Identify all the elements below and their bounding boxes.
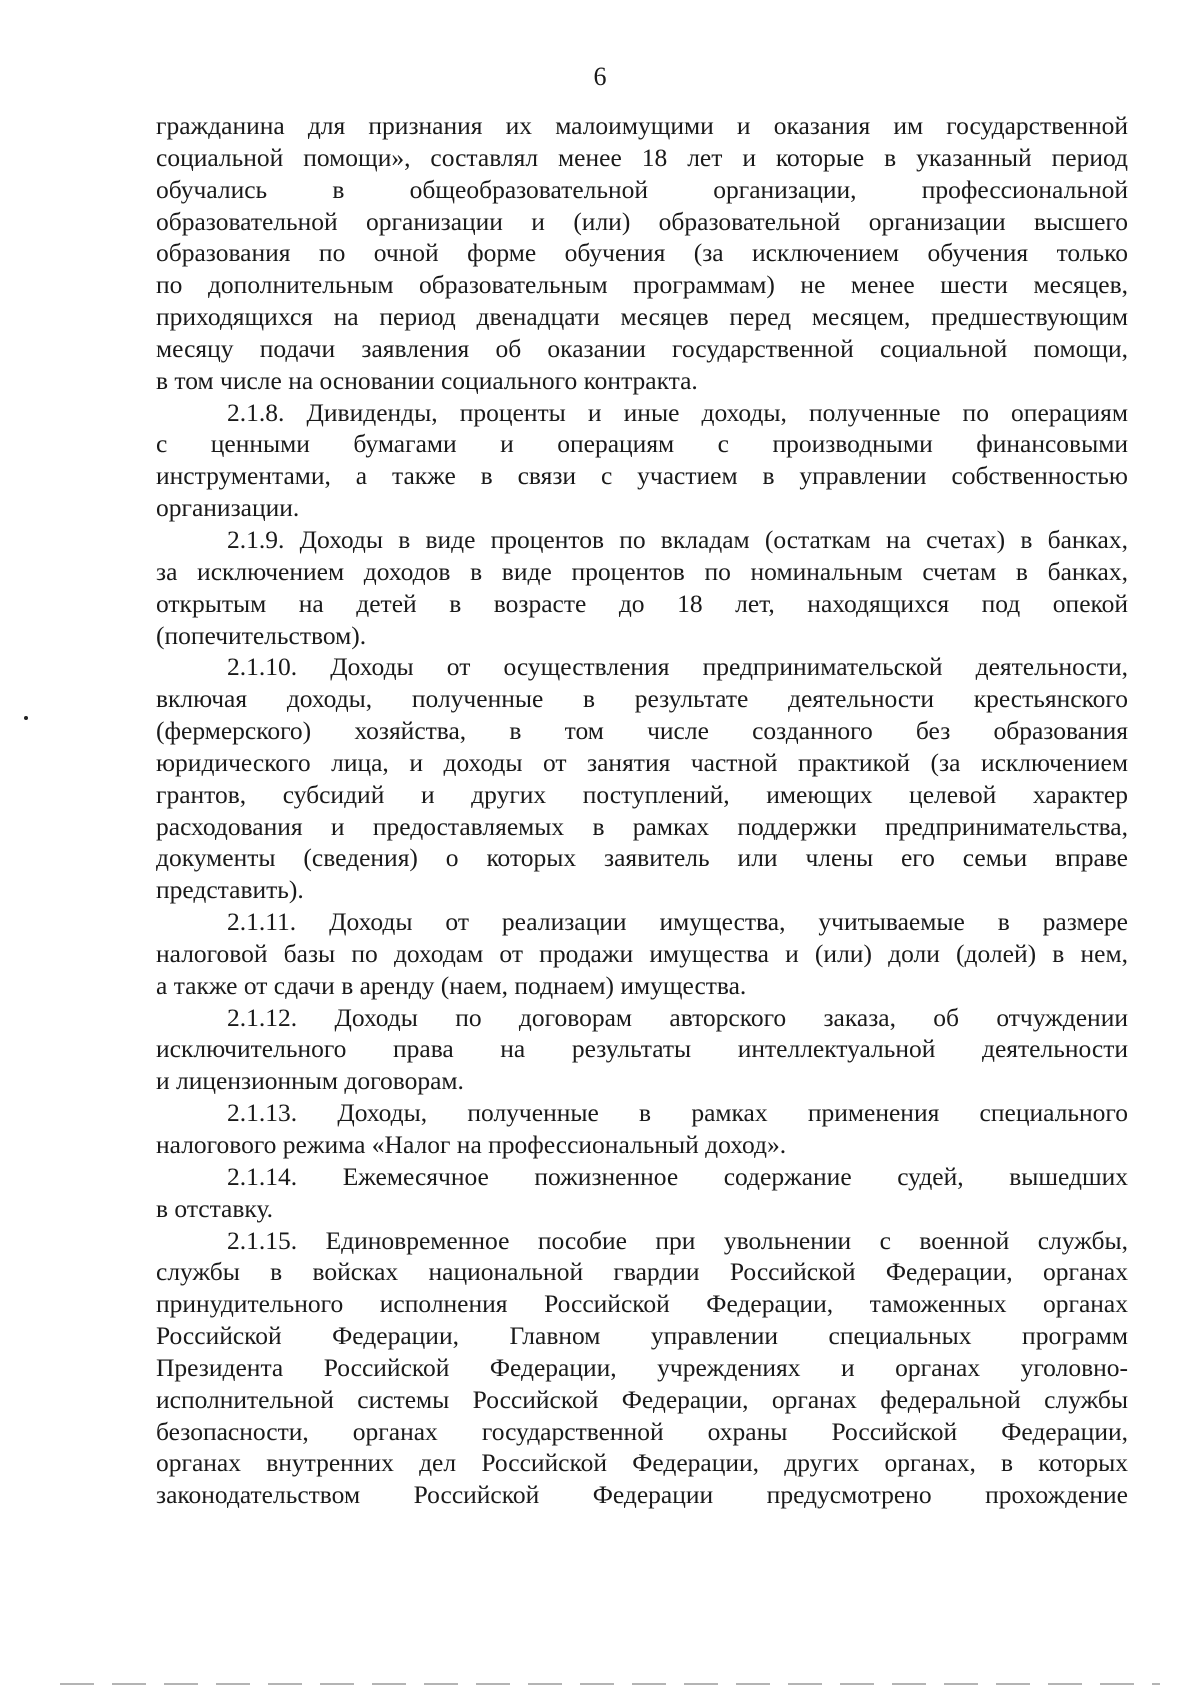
text-line: инструментами, а также в связи с участием в управлении собственностью [156, 461, 1128, 491]
text-line: налогового режима «Налог на профессиональный доход». [156, 1130, 787, 1159]
text-line: и лицензионным договорам. [156, 1066, 464, 1096]
text-line: месяцу подачи заявления об оказании государственной социальной помощи, [156, 333, 1128, 363]
paragraph-first-line: 2.1.11. Доходы от реализации имущества, учитываемые в размере [227, 907, 1128, 937]
text-line: (попечительством). [156, 620, 367, 650]
text-line: Президента Российской Федерации, учреждениях и органах уголовно- [156, 1352, 1128, 1382]
text-line: юридического лица, и доходы от занятия частной практикой (за исключением [156, 747, 1128, 777]
text-line: принудительного исполнения Российской Федерации, таможенных органах [156, 1289, 1128, 1319]
text-line: исключительного права на результаты интеллектуальной деятельности [156, 1034, 1128, 1064]
scan-dot-mark [24, 716, 28, 720]
text-line: а также от сдачи в аренду (наем, поднаем) имущества. [156, 970, 747, 1000]
text-line: документы (сведения) о которых заявитель или члены его семьи вправе [156, 843, 1128, 873]
text-line: по дополнительным образовательным программам) не менее шести месяцев, [156, 270, 1128, 300]
paragraph-first-line: 2.1.13. Доходы, полученные в рамках применения специального [227, 1098, 1128, 1128]
text-line: организации. [156, 493, 300, 523]
paragraph-first-line: 2.1.9. Доходы в виде процентов по вкладам (остаткам на счетах) в банках, [227, 524, 1128, 554]
document-body [156, 110, 1128, 1511]
text-line: включая доходы, полученные в результате деятельности крестьянского [156, 684, 1128, 714]
paragraph-first-line: 2.1.14. Ежемесячное пожизненное содержание судей, вышедших [227, 1161, 1128, 1191]
text-line: исполнительной системы Российской Федерации, органах федеральной службы [156, 1384, 1128, 1414]
text-line: гражданина для признания их малоимущими и оказания им государственной [156, 111, 1128, 140]
text-line: открытым на детей в возрасте до 18 лет, находящихся под опекой [156, 588, 1128, 618]
text-line: службы в войсках национальной гвардии Российской Федерации, органах [156, 1257, 1128, 1287]
text-line: обучались в общеобразовательной организации, профессиональной [156, 174, 1128, 204]
text-line: безопасности, органах государственной охраны Российской Федерации, [156, 1416, 1128, 1446]
text-line: грантов, субсидий и других поступлений, имеющих целевой характер [156, 779, 1128, 809]
text-line: представить). [156, 875, 304, 905]
scan-bottom-edge [60, 1683, 1160, 1685]
page-number: 6 [593, 62, 607, 91]
text-line: приходящихся на период двенадцати месяцев перед месяцем, предшествующим [156, 302, 1128, 332]
paragraph-first-line: 2.1.8. Дивиденды, проценты и иные доходы, полученные по операциям [227, 397, 1128, 427]
text-line: Российской Федерации, Главном управлении специальных программ [156, 1321, 1128, 1351]
text-line: (фермерского) хозяйства, в том числе созданного без образования [156, 716, 1128, 746]
paragraph-first-line: 2.1.12. Доходы по договорам авторского заказа, об отчуждении [227, 1002, 1128, 1032]
text-line: в отставку. [156, 1193, 274, 1223]
text-line: органах внутренних дел Российской Федерации, других органах, в которых [156, 1448, 1128, 1478]
text-line: с ценными бумагами и операциям с производными финансовыми [156, 429, 1128, 459]
text-line: за исключением доходов в виде процентов по номинальным счетам в банках, [156, 556, 1128, 586]
text-line: социальной помощи», составлял менее 18 лет и которые в указанный период [156, 142, 1128, 172]
text-line: расходования и предоставляемых в рамках поддержки предпринимательства, [156, 811, 1128, 841]
text-line: в том числе на основании социального контракта. [156, 365, 698, 395]
paragraph-first-line: 2.1.10. Доходы от осуществления предпринимательской деятельности, [227, 652, 1128, 682]
paragraph-first-line: 2.1.15. Единовременное пособие при увольнении с военной службы, [227, 1225, 1128, 1255]
text-line: налоговой базы по доходам от продажи имущества и (или) доли (долей) в нем, [156, 938, 1128, 968]
text-line: законодательством Российской Федерации предусмотрено прохождение [156, 1480, 1128, 1510]
text-line: образовательной организации и (или) образовательной организации высшего [156, 206, 1128, 236]
text-line: образования по очной форме обучения (за исключением обучения только [156, 238, 1128, 268]
